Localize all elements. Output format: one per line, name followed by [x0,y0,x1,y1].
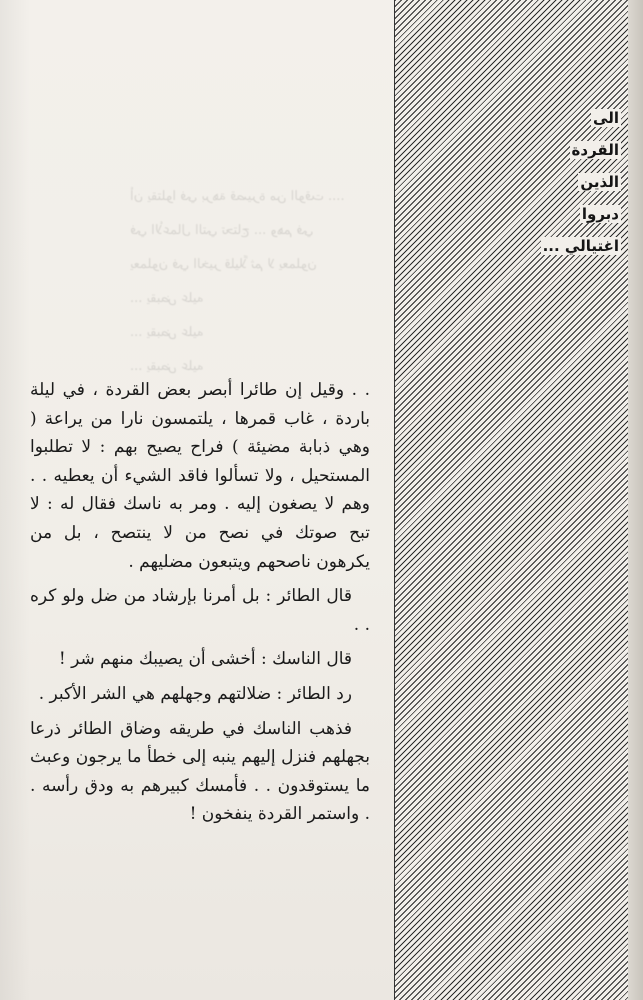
dedication-line [411,138,621,162]
reverse-side-bleed-through [130,180,390,374]
dedication-line-text: القردة [571,141,619,159]
dedication-line-text: الى [593,109,619,127]
bleed-line: في الأعمال التي تحتاج ... وهم في [130,223,314,238]
story-text [30,376,370,835]
page-margin [0,0,30,1000]
bleed-line: ... يقبض عليه [130,359,204,374]
dedication-line [411,170,621,194]
dedication-line [411,106,621,130]
dedication-line-text: اغتيالي ... [542,237,619,255]
story-paragraph: فذهب الناسك في طريقه وضاق الطائر ذرعا بجهلهم فنزل إليهم ينبه إلى خطأ ما يرجون وعبث ما يستوقدون . . فأمسك كبيرهم به ودق رأسه . . واستمر القردة ينفخون ! [30,718,370,825]
bleed-line: ... يقبض عليه [130,325,204,340]
story-paragraph: قال الطائر : بل أمرنا بإرشاد من ضل ولو كره . . [30,586,370,635]
story-paragraph: . . وقيل إن طائرا أبصر بعض القردة ، في ليلة باردة ، غاب قمرها ، يلتمسون نارا من يراعة ( وهي ذبابة مضيئة ) فراح يصيح بهم : لا تطلبوا المستحيل ، ولا تسألوا فاقد الشيء أن يعطيه . . وهم لا يصغون إليه . ومر به ناسك فقال له : لا تبح صوتك في نصح من لا ينتصح ، بل من يكرهون ناصحهم ويتبعون مضليهم . [30,380,370,572]
dedication-title [411,106,621,266]
bleed-line: يعملون في الخير قليلاً ثم لا يعملون [130,257,317,272]
dedication-line [411,234,621,258]
dedication-line-text: دبروا [581,205,619,223]
story-paragraph: قال الناسك : أخشى أن يصيبك منهم شر ! [58,649,352,670]
page-edge [628,0,643,1000]
bleed-line: أن يقتلوا في برهة قصيرة من الوقت .... [130,189,345,204]
dedication-line-text: الذين [580,173,619,191]
story-paragraph: رد الطائر : ضلالتهم وجهلهم هي الشر الأكبر . [38,683,352,704]
dedication-line [411,202,621,226]
bleed-line: ... يقبض عليه [130,291,204,306]
